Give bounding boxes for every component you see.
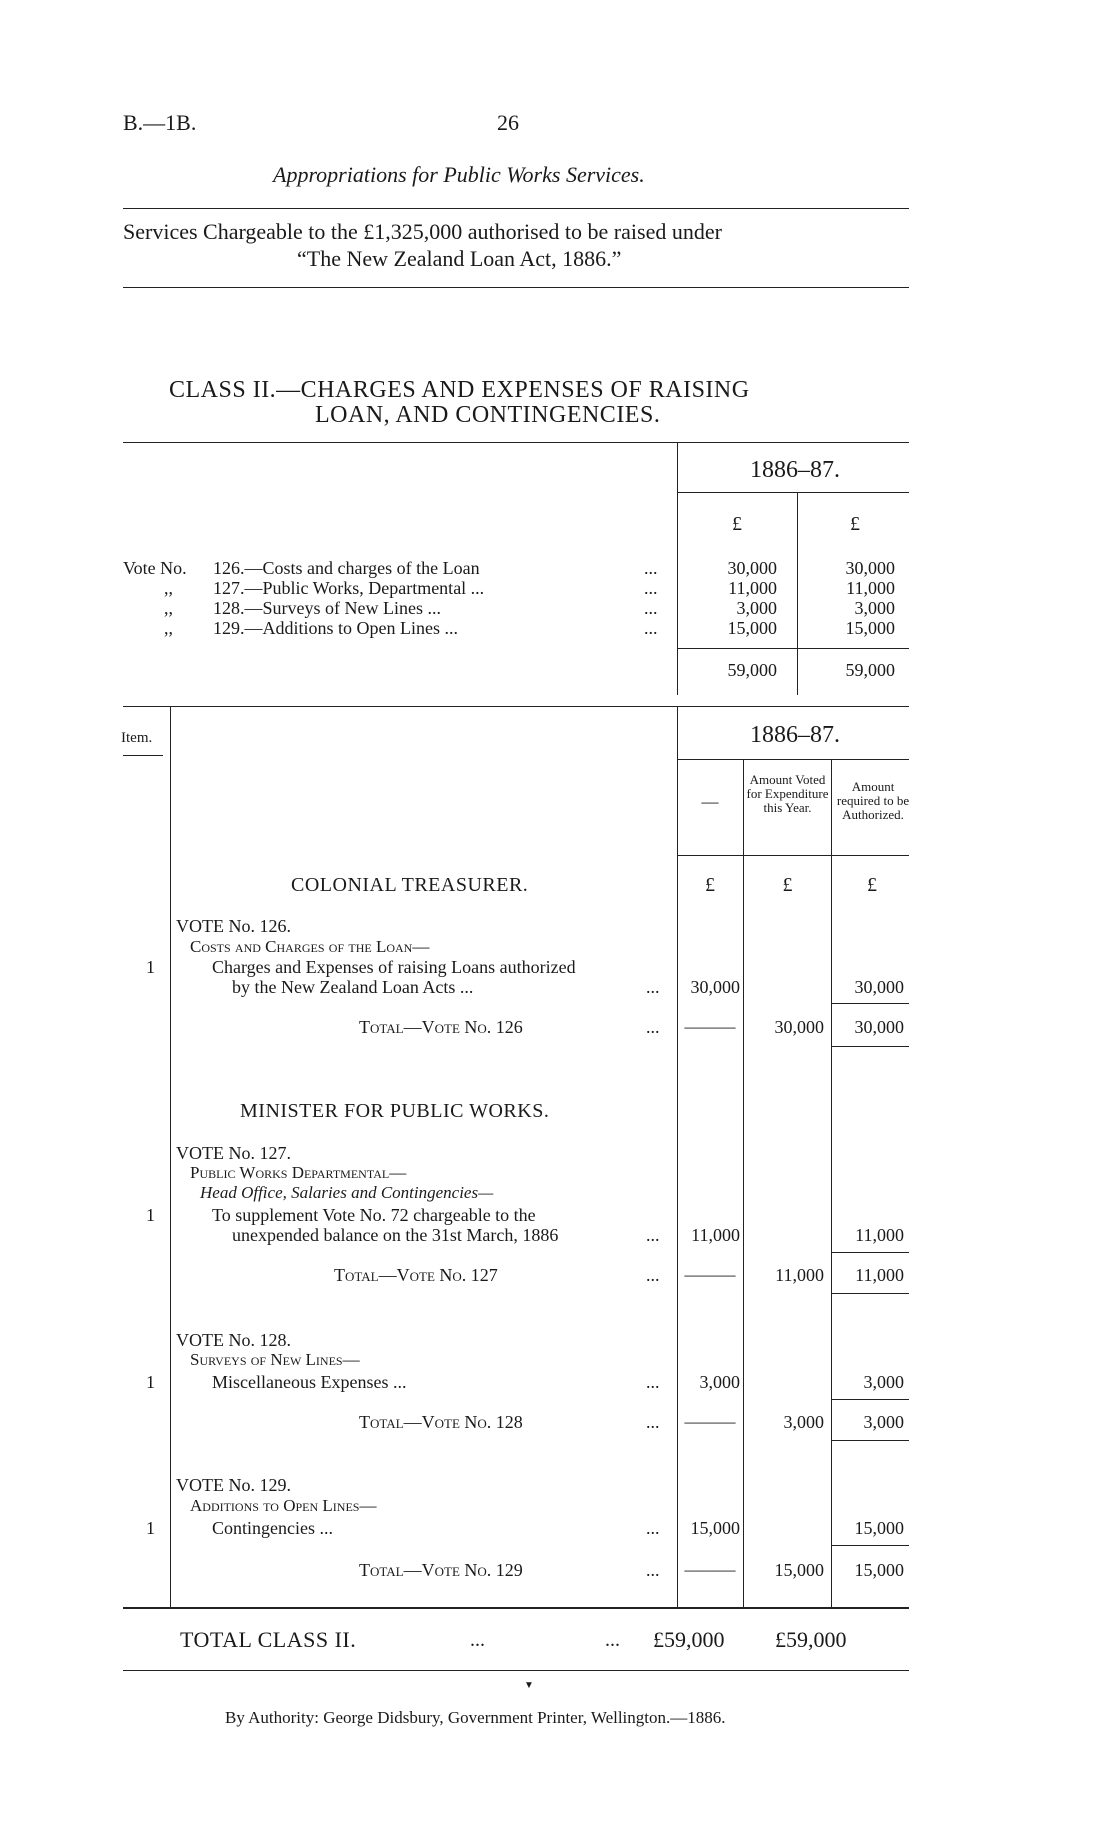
currency-symbol: £ [732, 513, 742, 535]
vote-total-label: Total—Vote No. 128 [359, 1412, 523, 1432]
item-number: 1 [146, 957, 155, 977]
vote-total-required: 3,000 [863, 1412, 904, 1432]
section-heading-minister-public-works: MINISTER FOR PUBLIC WORKS. [240, 1100, 550, 1122]
vote-head: Public Works Departmental— [190, 1163, 407, 1182]
amount-voted-header: Amount Voted for Expenditure this Year. [746, 772, 829, 815]
rule [123, 1670, 909, 1671]
rule [123, 1607, 909, 1609]
item-description: by the New Zealand Loan Acts ... [232, 977, 474, 997]
summary-value: 15,000 [727, 618, 777, 638]
item-required: 15,000 [854, 1518, 904, 1538]
page-title: Appropriations for Public Works Services. [273, 162, 645, 187]
summary-value: 30,000 [845, 558, 895, 578]
page-number: 26 [497, 110, 519, 135]
item-description: Contingencies ... [212, 1518, 333, 1538]
vote-total-label: Total—Vote No. 127 [334, 1265, 498, 1285]
summary-total: 59,000 [727, 660, 777, 680]
vote-heading: VOTE No. 129. [176, 1475, 291, 1495]
item-amount: 3,000 [699, 1372, 740, 1392]
currency-symbol: £ [850, 513, 860, 535]
vote-total-voted: 11,000 [775, 1265, 824, 1285]
blank-column-header: — [701, 792, 719, 811]
summary-total: 59,000 [845, 660, 895, 680]
vote-heading: VOTE No. 128. [176, 1330, 291, 1350]
footer-imprint: By Authority: George Didsbury, Government Printer, Wellington.—1886. [225, 1708, 726, 1727]
summary-value: 3,000 [854, 598, 895, 618]
item-required: 30,000 [854, 977, 904, 997]
summary-value: 11,000 [846, 578, 895, 598]
vote-head: Additions to Open Lines— [190, 1496, 377, 1515]
grand-total-label: TOTAL CLASS II. [180, 1627, 357, 1652]
summary-value: 3,000 [736, 598, 777, 618]
summary-value: 15,000 [845, 618, 895, 638]
vote-subhead: Head Office, Salaries and Contingencies— [200, 1183, 494, 1202]
amount-required-header: Amount required to be Authorized. [836, 779, 910, 822]
class-heading-line-1: CLASS II.—CHARGES AND EXPENSES OF RAISING [169, 377, 750, 403]
vote-head: Costs and Charges of the Loan— [190, 937, 430, 956]
summary-year: 1886–87. [750, 457, 840, 483]
item-number: 1 [146, 1205, 155, 1225]
rule [123, 287, 909, 288]
currency-symbol: £ [705, 874, 715, 896]
item-required: 11,000 [855, 1225, 904, 1245]
summary-value: 11,000 [728, 578, 777, 598]
class-heading-line-2: LOAN, AND CONTINGENCIES. [315, 402, 661, 428]
vote-heading: VOTE No. 127. [176, 1143, 291, 1163]
vote-total-voted: 15,000 [774, 1560, 824, 1580]
item-description: Charges and Expenses of raising Loans authorized [212, 957, 576, 977]
section-heading-colonial-treasurer: COLONIAL TREASURER. [291, 874, 529, 896]
summary-row-label: 126.—Costs and charges of the Loan [213, 558, 480, 578]
vote-total-required: 11,000 [855, 1265, 904, 1285]
item-column-header: Item. [121, 730, 153, 746]
item-amount: 30,000 [690, 977, 740, 997]
item-description: To supplement Vote No. 72 chargeable to the [212, 1205, 536, 1225]
summary-row-label: 129.—Additions to Open Lines ... [213, 618, 458, 638]
vote-head: Surveys of New Lines— [190, 1350, 360, 1369]
vote-total-voted: 30,000 [774, 1017, 824, 1037]
detail-year: 1886–87. [750, 722, 840, 748]
item-description: Miscellaneous Expenses ... [212, 1372, 407, 1392]
item-description: unexpended balance on the 31st March, 1886 [232, 1225, 559, 1245]
rule [123, 706, 909, 707]
grand-total-required: £59,000 [775, 1627, 847, 1652]
currency-symbol: £ [867, 874, 877, 896]
item-amount: 15,000 [690, 1518, 740, 1538]
subtitle-line-2: “The New Zealand Loan Act, 1886.” [297, 246, 622, 271]
vote-total-required: 15,000 [854, 1560, 904, 1580]
document-reference: B.—1B. [123, 110, 197, 135]
rule [123, 208, 909, 209]
subtitle-line-1: Services Chargeable to the £1,325,000 authorised to be raised under [123, 219, 722, 244]
summary-row-label: 127.—Public Works, Departmental ... [213, 578, 485, 598]
vote-total-label: Total—Vote No. 126 [359, 1017, 523, 1037]
summary-value: 30,000 [727, 558, 777, 578]
rule [123, 442, 909, 443]
grand-total-voted: £59,000 [653, 1627, 725, 1652]
item-required: 3,000 [863, 1372, 904, 1392]
currency-symbol: £ [782, 874, 793, 896]
item-number: 1 [146, 1372, 155, 1392]
footer-ornament: ▼ [524, 1680, 534, 1691]
vote-total-voted: 3,000 [783, 1412, 824, 1432]
vote-heading: VOTE No. 126. [176, 916, 291, 936]
summary-row-label: 128.—Surveys of New Lines ... [213, 598, 441, 618]
vote-total-label: Total—Vote No. 129 [359, 1560, 523, 1580]
item-amount: 11,000 [691, 1225, 740, 1245]
vote-total-required: 30,000 [854, 1017, 904, 1037]
item-number: 1 [146, 1518, 155, 1538]
